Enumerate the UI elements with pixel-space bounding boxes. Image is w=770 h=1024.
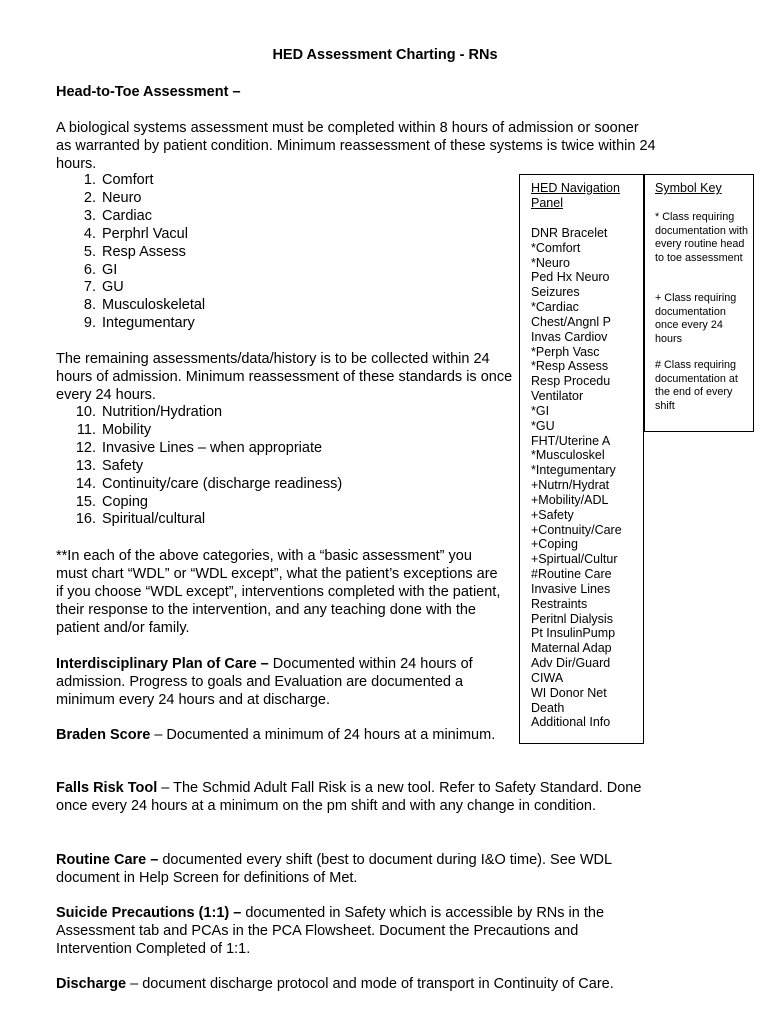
nav-item: Chest/Angnl P [531,314,611,329]
nav-item: +Contnuity/Care [531,522,622,537]
nav-item: Resp Procedu [531,374,611,389]
nav-item: *Integumentary [531,463,616,478]
list-item: 8. Musculoskeletal [83,297,206,314]
nav-item: +Nutrn/Hydrat [531,478,610,493]
nav-item: *Neuro [531,255,570,270]
list-item: 1. Comfort [83,172,154,188]
nav-item: #Routine Care [531,567,612,582]
nav-item: Maternal Adap [531,641,612,656]
list-item: 15. Coping [75,493,148,510]
list-item: 12. Invasive Lines – when appropriate [75,439,323,456]
symbol-key-panel [644,174,754,432]
nav-item: WI Donor Net [531,685,607,700]
remaining-intro: The remaining assessments/data/history is to be collected within 24 hours of admission. Minimum reassessment of these standards is once every 24 hours. [56,351,513,403]
nav-item: +Safety [531,507,574,522]
nav-item: +Spirtual/Cultur [531,552,618,567]
section-text: documented every shift (best to document during I&O time). See WDL document in Help Screen for definitions of Met. [56,852,612,886]
list-item: 16. Spiritual/cultural [75,511,206,528]
nav-panel-items [531,226,622,730]
section-label: Interdisciplinary Plan of Care – [56,656,269,672]
head-to-toe-intro: A biological systems assessment must be completed within 8 hours of admission or sooner as warranted by patient condition. Minimum reassessment of these systems is twice within 24 hours. [56,120,656,172]
nav-item: Ped Hx Neuro [531,270,610,285]
section-discharge [56,975,676,993]
symbol-key-entry: # Class requiring documentation at the end of every shift [655,359,738,412]
nav-item: Death [531,700,565,715]
section-text: documented in Safety which is accessible by RNs in the Assessment tab and PCAs in the PCA Flowsheet. Document the Precautions and Intervention Completed of 1:1. [56,905,605,957]
nav-panel-heading: HED Navigation Panel [531,181,620,210]
section-plan-of-care [56,655,511,709]
nav-item: *GI [531,403,550,418]
standards-list [56,404,342,529]
section-text: – document discharge protocol and mode of transport in Continuity of Care. [126,976,614,992]
charting-note: **In each of the above categories, with a “basic assessment” you must chart “WDL” or “WDL except”, what the patient’s exceptions are if you choose “WDL except”, interventions completed with the patient, their response to the intervention, and any teaching done with the patient and/or family. [56,548,501,636]
section-label: Falls Risk Tool [56,780,158,796]
hed-navigation-panel [519,174,644,744]
list-item: 9. Integumentary [83,315,195,332]
section-text: – Documented a minimum of 24 hours at a minimum. [150,727,496,743]
nav-item: *Cardiac [531,300,579,315]
nav-item: DNR Bracelet [531,226,608,240]
nav-item: Additional Info [531,715,611,730]
nav-item: Ventilator [531,389,584,404]
systems-list [56,172,205,333]
nav-item: Invasive Lines [531,581,611,596]
nav-item: Pt InsulinPump [531,626,616,641]
nav-item: *Comfort [531,240,581,255]
section-label: Suicide Precautions (1:1) – [56,905,242,921]
section-falls-risk [56,779,656,815]
nav-item: *GU [531,418,555,433]
head-to-toe-heading: Head-to-Toe Assessment – [56,84,241,100]
symbol-key-entry: + Class requiring documentation once every 24 hours [655,292,737,345]
symbol-key-entry: * Class requiring documentation with every routine head to toe assessment [655,211,749,264]
section-label: Routine Care – [56,852,159,868]
nav-item: FHT/Uterine A [531,433,611,448]
page-title: HED Assessment Charting - RNs [272,47,498,63]
nav-item: *Musculoskel [531,448,605,463]
list-item: 2. Neuro [83,189,142,206]
section-label: Braden Score [56,727,151,743]
nav-item: *Perph Vasc [531,344,600,359]
nav-item: Seizures [531,285,580,300]
section-text: – The Schmid Adult Fall Risk is a new tool. Refer to Safety Standard. Done once every 24 hours at a minimum on the pm shift and with any change in condition. [56,780,642,814]
section-braden-score [56,726,511,744]
section-label: Discharge [56,976,127,992]
nav-item: Peritnl Dialysis [531,611,613,626]
list-item: 14. Continuity/care (discharge readiness) [75,475,343,492]
nav-item: CIWA [531,670,564,685]
nav-item: +Mobility/ADL [531,492,609,507]
list-item: 11. Mobility [76,421,152,438]
list-item: 3. Cardiac [83,207,152,224]
list-item: 6. GI [83,261,118,278]
nav-item: Restraints [531,596,588,611]
nav-item: +Coping [531,537,578,552]
symbol-key-heading: Symbol Key [655,181,722,195]
nav-item: *Resp Assess [531,359,609,374]
nav-item: Invas Cardiov [531,329,608,344]
section-text: Documented within 24 hours of admission. Progress to goals and Evaluation are documented a minimum every 24 hours and at discharge. [56,656,473,708]
list-item: 7. GU [83,279,124,296]
section-routine-care [56,851,656,887]
section-suicide-precautions [56,904,646,958]
list-item: 4. Perphrl Vacul [83,225,188,242]
list-item: 5. Resp Assess [83,243,186,260]
list-item: 13. Safety [75,457,144,474]
list-item: 10. Nutrition/Hydration [75,404,223,420]
nav-item: Adv Dir/Guard [531,656,611,671]
